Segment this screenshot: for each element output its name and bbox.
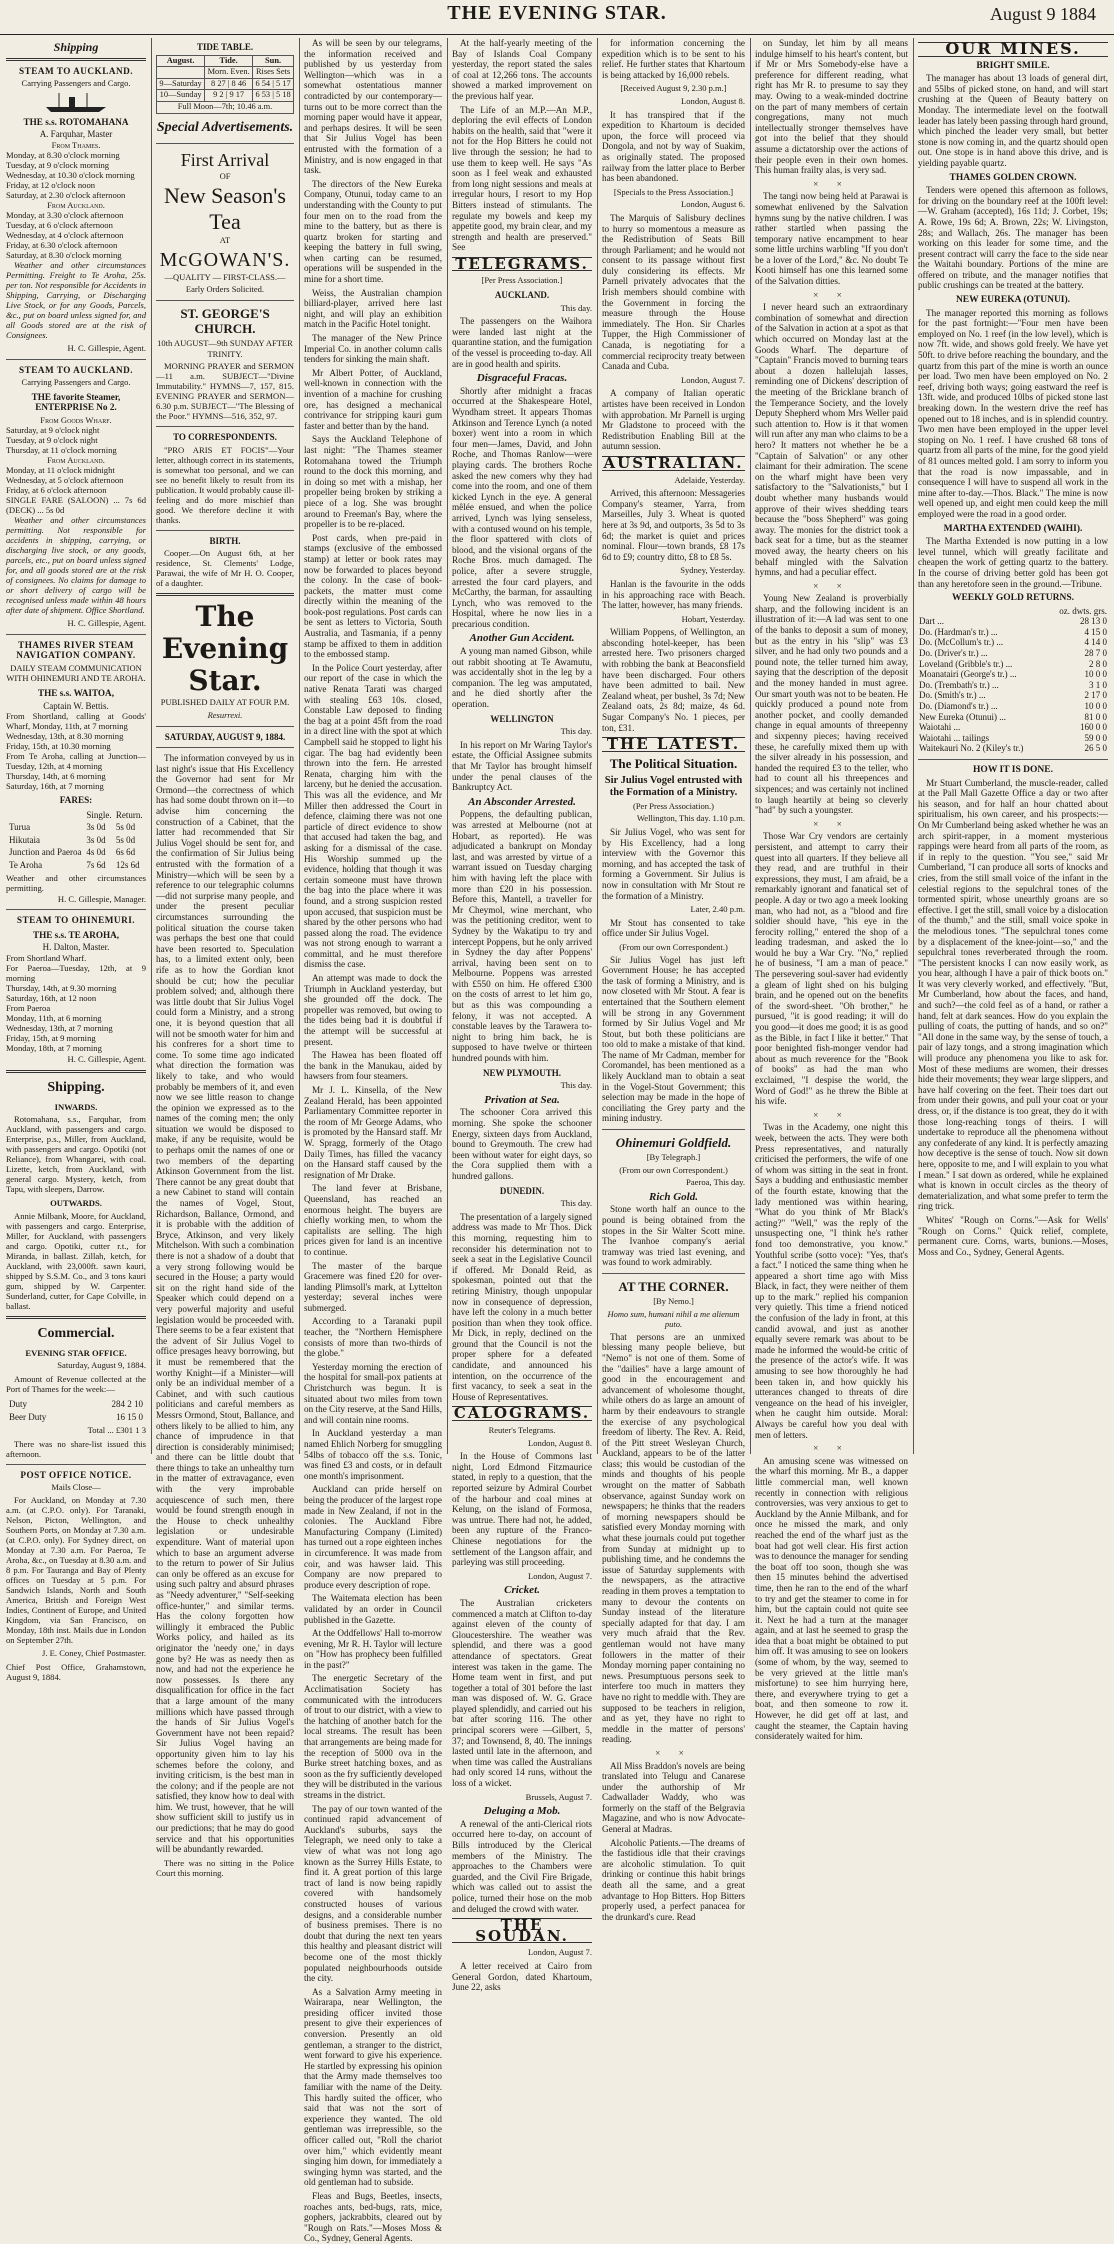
paragraph: Those War Cry vendors are certainly persistent, and attempt to carry their quest into all quarters. If they believe all they read, and are truthful in their expressions, they must, I am afraid, be a remarkably ignorant and fanatical set of people. A day or two ago a meek looking man, who had not, as a "blood and fire soldier should have, "his eye in the ferocity rolling," entered the shop of a leading tradesman, and asked the lo would he buy a War Cry. "No," replied he of business, "I am a man of peace." The persevering soul-saver had evidently a gleam of light shed on his bulging brain, and he opened out on the benefits of the sword-sheet. "Oh brother," he pursued, "it is good reading; it will do you good—it does me good; it is as good as the Bible, in fact I like it better." That poor benighted fish-monger vendor had about as much reverence for the "Book of books" as had the man who exclaimed, "I despise the world, the Word of God!" as he threw the Bible at his wife.: [755, 831, 908, 1107]
paragraph: The manager has about 13 loads of general dirt, and 55lbs of picked stone, on hand, and will start crushing at the Queen of Beauty battery on Monday. The intermediate level on the footwall leader has lately been passing through hard ground, which pinched the leader very small, but better stone is now coming in, and the quartz should open out. One stope is in hand above this drive, and is yielding payable quartz.: [918, 73, 1108, 168]
dateline-date: This day.: [560, 1198, 592, 1209]
dateline-place: NEW PLYMOUTH.: [482, 1067, 561, 1078]
subhead: Another Gun Accident.: [469, 632, 575, 645]
fares-table: Single. Return. Turua 3s 0d 5s 0d Hikutaia 3s 0d 5s 0d Junction and Paeroa 4s 0d 6s 6d Te Aroha 7s 6d 12s 6d: [9, 809, 143, 871]
table-row: Do. (Hardman's tr.) ... 4 15 0: [919, 626, 1107, 637]
police-court-note: There was no sitting in the Police Court this morning.: [156, 1857, 294, 1878]
paragraph: Young New Zealand is proverbially sharp, and the following incident is an illustration of it:—A lad was sent to one of the banks to deposit a sum of money, but as the entry in his "slip" was £3 silver, and he had only two pounds and a pound note, the teller turned him away, saying that the description of the deposit and the money handed in must agree. Our smart youth was not to be beaten. He quickly produced a pound note from another pocket, and coolly demanded change in equal amounts of threepenny and sixpenny pieces; having received these, he carefully mixed them up with the silver already in his possession, and handed the required £3 to the teller, who had to count all his threepences and sixpences; and was certainly not inclined to laugh heartily at being so cleverly "had" by such a youngster.: [755, 593, 908, 816]
paragraph: Whites' "Rough on Corns."—Ask for Wells' "Rough on Corns." Quick relief, complete, permanent cure. Corns, warts, bunions.—Moses, Moss and Co., Sydney, General Agents.: [918, 1214, 1108, 1257]
church-sub: 10th AUGUST—9th SUNDAY AFTER TRINITY.: [157, 337, 293, 359]
table-row: Waiotahi ... tailings 59 0 0: [919, 732, 1107, 743]
divider: [6, 58, 146, 61]
weather-note: Weather and other circumstances permitting.: [6, 872, 146, 893]
paragraph: Poppens, the defaulting publican, was arrested at Melbourne (not at Hobart, as reported). He was adjudicated a bankrupt on Monday last, and was arrested by virtue of a warrant issued on Tuesday charging him with having left the place with more than £20 in his possession. Before this, Mantell, a traveller for Mr Cheymol, wine merchant, who was the petitioning creditor, went to Sydney by the Wakatipu to try and intercept Poppens, but he only arrived in Sydney the day after Poppens' arrival, having been sent on to Melbourne. Poppens was arrested with £550 on him. He offered £300 on the costs of arrest to let him go, but as this was compounding a felony, it was not accepted. A constable leaves by the Tarawera to-night to bring him back, he is supposed to have twelve or thirteen hundred pounds with him.: [452, 809, 592, 1064]
subhead: Disgraceful Fracas.: [476, 372, 568, 385]
schedule: From Shortland Wharf. For Paeroa—Tuesday, 12th, at 9 morning Thursday, 14th, at 9.30 morning Saturday, 16th, at 12 noon From Paeroa Monday, 11th, at 6 morning Wednesday, 13th, at 7 morning Friday, 15th, at 9 morning Monday, 18th, at 7 morning: [6, 953, 146, 1054]
paragraph: Mr J. L. Kinsella, of the New Zealand Herald, has been appointed Parliamentary Committee reporter in the room of Mr George Adams, who is promoted by the Hansard staff. Mr W. Spragg, formerly of the Otago Daily Times, has filled the vacancy on the Hansard staff caused by the resignation of Mr Drake.: [304, 1085, 442, 1180]
table-row: Junction and Paeroa 4s 0d 6s 6d: [9, 847, 136, 858]
inwards-text: Rotomahana, s.s., Farquhar, from Auckland, with passengers and cargo. Enterprise, p.s., Miller, from Auckland, with passengers and cargo. Opotiki (not Reliance), from Whangarei, with coal. Lizette, ketch, from Auckland, with general cargo. Mystery, ketch, from Tapu, with sleepers, Darrow.: [6, 1114, 146, 1195]
section-break: × ×: [655, 1747, 692, 1758]
divider: [602, 1273, 745, 1274]
goldfield-sub-2: (From our own Correspondent.): [619, 1164, 728, 1175]
table-row: Turua 3s 0d 5s 0d: [9, 822, 136, 833]
paragraph: William Poppens, of Wellington, an absconding hotel-keeper, has been arrested here. Two prisoners charged with robbing the bank at Beaconsfield have been discharged. Four others have been admitted to bail. New Zealand wheat, per bushel, 3s 7d; New Zealand oats, 2s 8d; maize, 4s 6d. Sugar Company's No. 1 pieces, per ton, £31.: [602, 627, 745, 733]
table-row: Do. (Smith's tr.) ... 2 17 0: [919, 690, 1107, 701]
paper-date: SATURDAY, AUGUST 9, 1884.: [164, 731, 286, 742]
agent-signature: H. C. Gillespie, Agent.: [67, 1054, 146, 1065]
paragraph: That persons are an unmixed blessing many people believe, but "Nemo" is not one of them. Some of the "dailies" have a large amount of good in the encouragement and advancement of wholesome thought, while others do as large an amount of harm by their endeavours to strangle the exercise of any psychological freedom of liberty. The Rev. A. Reid, of the Pitt street Wesleyan Church, Auckland, appears to be of the latter class; this would be custodian of the minds and thoughts of his people wrought on the matter of Sabbath observance, against Sunday work on newspapers; he thinks that the readers of morning newspapers should be satisfied every Monday morning with what these journals could put together from Sunday at midnight up to publishing time, and he condemns the issue of Saturday supplements with the newspapers, as the attractive reading in them proves a temptation to many to devour the contents on Sunday instead of the literature specially adapted for that day. I am very much afraid that the Rev. gentleman would not have many followers in the matter of their Monday morning paper containing no news. Presumptuous persons seek to interfere too much in matters they have no right to meddle with. They are supposed to be teachers in religion, and as yet, they have no right to meddle in the matter of persons' reading.: [602, 1331, 745, 1745]
australian-title: AUSTRALIAN.: [603, 453, 744, 472]
table-row: 9—Saturday 8 27 | 8 46 6 54 | 5 17: [157, 78, 294, 90]
paragraph: Mr Albert Potter, of Auckland, well-known in connection with the invention of a machine for crushing ore, has designed a mechanical contrivance for stripping kauri gum faster and better than by the hand.: [304, 367, 442, 431]
corner-motto: Homo sum, humani nihil a me alienum puto.: [607, 1308, 740, 1330]
paragraph: Twas in the Academy, one night this week, between the acts. They were both Press representatives, and naturally criticised the performers, the wife of one of whom was sitting in the seat in front. Says a budding and enthusiastic member of the fourth estate, knowing that the lady mentioned was within hearing, "What do you think of Mr Black's acting?" "Well," was the reply of the unsuspecting one, "I think he's rather fond too demonstrative, you know." Youthful scribe (sotto voce): "Yes, that's a fact." I noticed the same thing when he appeared a short time ago with Miss Black, in fact, they were neither of them up to the mark." replied his companion very quietly. This time a friend noticed the confusion of the lady in front, at this candid avowal, and just as another equally severe remark was about to be made he informed the would-be critic of the presence of the actor's wife. It was amusing to see how thoroughly he had been taken in, and how quickly his utterances changed to threats of dire vengeance on the head of his inveigler, when he caught him outside. Moral: Always be careful how you deal with men of letters.: [755, 1122, 908, 1440]
steamer-note: Weather and other circumstances Permitting. Freight to Te Aroha, 25s. per ton. Not responsible for Accidents in Shipping, Carrying, or Discharging Live Stock, or for any Goods, Parcels, &c., put on board unless signed for, and all Goods stored are at the risk of Consignees.: [6, 259, 146, 340]
outwards-title: OUTWARDS.: [50, 1198, 102, 1209]
tea-ad-line: AT: [219, 235, 231, 246]
schedule: From Thames. Monday, at 8.30 o'clock morning Tuesday, at 9 o'clock morning Wednesday, at 10.30 o'clock morning Friday, at 12 o'clock noon Saturday, at 2.30 o'clock afternoon From Auckland. Monday, at 3.30 o'clock afternoon Tuesday, at 6 o'clock afternoon Wednesday, at 4 o'clock afternoon Friday, at 6.30 o'clock afternoon Saturday, at 8.30 o'clock morning: [6, 139, 135, 260]
postmaster-signature: J. E. Coney, Chief Postmaster.: [42, 1647, 146, 1658]
editorial-text: The information conveyed by us in last night's issue that His Excellency the Governor had sent for Mr Ormond—the correctness of which has had some doubt thrown on it—to advise him concerning the construction of a Cabinet, that the latter had recommended that Sir Julius Vogel should be sent for, and the confirmation of Sir Julius being entrusted with the formation of a Ministry—which will be seen by a reference to our telegraphic columns—did not surprise many people, and under the present peculiar circumstances surrounding the political situation the course taken was perhaps the best one that could have been resorted to. Speculation has, to a limited extent only, been rife as to how the Gordian knot should be cut; how the peculiar problem solved; and, although there was little doubt that Sir Julius Vogel could form a Ministry, and a strong one, it is beyond question that all will not be smooth water for him and his confreres for a short time to come. To some time ago indicated what direction the formation was likely to take, and who would probably be members of it, and even now we see little reason to change the opinion we expressed as to the names of the coming men; the only situation we would be disposed to make, if any be requisite, would be to perhaps omit the names of one or two members of the departing Atkinson Government from the list. There cannot be any great doubt that a new Cabinet to stand will contain the names of Vogel, Stout, Richardson, Ballance, Ormond, and it is probable with the addition of Bryce, Atkinson, and very likely Mitchelson. With such a combination there is not a shadow of a doubt that a very strong following would be secured in the House; a party would sit on the right hand side of the Speaker which could depend on a very powerful majority and useful legislation would be proceeded with. There seems to be a fear existent that the advent of Sir Julius Vogel to office presages heavy borrowing, but it must be remembered that the worthy Knight—if a Minister—will only be an individual member of a Cabinet, and with such cautious politicians and careful members as Messrs Ormond, Stout, Ballance, and others likely to be allied to him, any chance of imprudence in that direction is considerably minimised; and there can be little doubt that there things to take an unhealthy turn in the matter of extravagance, even with the very improbable acquiescence of such men, there would be found strength enough in the House to check unhealthy legislation or undesirable expenditure. Want of material upon which to base an argument adverse to the return to power of Sir Julius can only be offered as an excuse for using such paltry and absurd phrases as "Needy adventurer," "Self-seeking office-hunter," and similar terms. Has the colony forgotten how willingly it embraced the Public Works policy, and hailed as its originator the 'needy one,' in days gone by? He was as needy then as now, and had not the experience he now possesses. Is there any disqualification for office in the fact that a large amount of the many millions which have passed through the hands of Sir Julius Vogel's Government have not been repaid? Sir Julius Vogel having an opportunity given him to lay his schemes before the colony, and inviting criticism, is the best man in the colony; and if the people are not satisfied, they know how to deal with him. We trust, however, that he will show sufficient skill to justify us in our predictions; that he may do good service and that his opportunities will be abundantly rewarded.: [156, 753, 294, 1855]
our-mines-title: OUR MINES.: [918, 42, 1108, 57]
dateline-date: This day.: [560, 302, 592, 313]
column-4: [452, 38, 592, 1993]
master-name: A. Farquhar, Master: [39, 129, 113, 140]
mine-heading: THAMES GOLDEN CROWN.: [949, 172, 1077, 183]
calograms-sub: Reuter's Telegrams.: [488, 1425, 556, 1436]
section-break: × ×: [813, 580, 850, 591]
post-office-title: POST OFFICE NOTICE.: [20, 1469, 132, 1480]
post-office-sub: Mails Close—: [51, 1482, 101, 1493]
paragraph: The Marquis of Salisbury declines to hurry so momentous a measure as the Redistribution of Seats Bill through Parliament; and he would not consent to its passage without first duly considering its effects. Mr Parnell privately advocates that the Irish members should combine with the Government in forcing the measure through the House immediately. The Hon. Sir Charles Tupper, the High Commissioner of Canada, is negotiating for a commercial reciprocity treaty between Canada and Cuba.: [602, 212, 745, 372]
paragraph: The passengers on the Waihora were landed last night at the quarantine station, and the fumigation of the vessel is proceeding to-day. All are in good health and spirits.: [452, 316, 592, 369]
article-heading: HOW IT IS DONE.: [973, 765, 1053, 775]
paragraph: At the Oddfellows' Hall to-morrow evening, Mr R. H. Taylor will lecture on "How has prophecy been fulfilled in the past?": [304, 1628, 442, 1670]
divider: [156, 426, 294, 427]
paragraph: The Hawea has been floated off the bank in the Manukau, aided by hawsers from four steamers.: [304, 1050, 442, 1082]
newspaper-title: THE EVENING STAR.: [447, 2, 667, 24]
divider: [918, 759, 1108, 760]
paragraph: Mr Stuart Cumberland, the muscle-reader, called at the Pall Mall Gazette Office a day or two after his season, and for half an hour chatted about spiritualism, his own career, and his prospects:—On Mr Cumberland being asked whether he was an arch spirit-rapper, in a moment mysterious rappings were heard from all parts of the room, as if in reply to the question. "You see," said Mr Cumberland, "I can produce all sorts of knocks and cries, from the still small voice of the infant in the celestial regions to the sepulchral tones of the tormented spirit, whose unearthly groans are so effective. I get the still, small voice by a dislocation of the thumb," and the still, small voice spoke in the melodious tones. "The sepulchral tones come by a displacement of the knee-joint—so," and the sepulchral tones reverberated through the room. "The persistent knocks I can now easily work, as you hear, although I have a pair of thick boots on." It was very cleverly worked, and effectively. "But, Mr Cumberland, how about the faces, and hand, and such?—the cold feel as of a hand, or rather a hand, felt at dark seances. How do you explain the pulling of coats, the putting of hands, and so on?" "All done in the same way, by the sense of touch, a pair of lazy tongs, and a strong imagination which will produce any phenomena you like to ask for. Most of these mediums are women, their dresses hide their movements; they wear large slippers, and have half covering on the feet. Their toes dart out from under their gowns, and pull your coat or your dress, or, if the distance is too great, they do it with those long-reaching tongs of theirs. I will undertake to reproduce all the phenomena without any confederate of any kind. It is perfectly amazing how deceptive is the sense of touch. Now sit down here, opposite to me, and I will explain to you what I mean." I sat down as ordered, while he explained what is known in occult circles as the theory of dematerialization, and what some prefer to term the ring trick.: [918, 777, 1108, 1212]
column-5: [602, 38, 745, 1922]
steam-auckland-subtitle: Carrying Passengers and Cargo.: [21, 78, 131, 89]
paragraph: Fleas and Bugs, Beetles, insects, roaches ants, bed-bugs, rats, mice, gophers, jackrabbits, cleared out by "Rough on Rats."—Moses Moss & Co., Sydney, General Agents.: [304, 2190, 442, 2244]
paragraph: Tenders were opened this afternoon as follows, for driving on the boundary reef at the 100ft level:—W. Graham (accepted), 16s 11d; J. Corbet, 19s; A. Rowe, 19s 6d; A. Brown, 22s; W. Livingston, 28s; and Wallach, 26s. The manager has been working on this leader for some time, and the present contract will carry the face to the side near the Waitahi boundary. Portions of the mine are offered on tribute, and the manager notifies that public crushings can be treated at the battery.: [918, 185, 1108, 291]
revenue-total: Total ... £301 1 3: [87, 1425, 146, 1436]
goldfield-sub: [By Telegraph.]: [646, 1152, 701, 1163]
specials-note: [Specials to the Press Association.]: [613, 186, 734, 197]
divider: [156, 747, 294, 748]
thames-river-sub: DAILY STEAM COMMUNICATION WITH OHINEMURI AND TE AROHA.: [6, 662, 146, 684]
correspondents-title: TO CORRESPONDENTS.: [173, 432, 277, 443]
subhead: Rich Gold.: [649, 1190, 698, 1203]
schedule: From Goods Wharf. Saturday, at 9 o'clock night Tuesday, at 9 o'clock night Thursday, at 11 o'clock morning From Auckland. Monday, at 11 o'clock midnight Wednesday, at 5 o'clock afternoon Friday, at 6 o'clock afternoon: [6, 414, 124, 495]
paper-motto: Resurrexi.: [207, 709, 243, 720]
table-row: Do. (McCollum's tr.) ... 4 14 0: [919, 637, 1107, 648]
subhead: Cricket.: [504, 1584, 540, 1597]
soudan-title: THE SOUDAN.: [452, 1918, 592, 1943]
table-row: Do. (Diamond's tr.) ... 10 0 0: [919, 701, 1107, 712]
paragraph: Hanlan is the favourite in the odds in his approaching race with Beach. The latter, however, has many friends.: [602, 578, 745, 611]
dateline-date: Paeroa, This day.: [686, 1177, 745, 1188]
dateline-place: AUCKLAND.: [494, 290, 550, 301]
commercial-date: Saturday, August 9, 1884.: [57, 1360, 146, 1371]
paragraph: A letter received at Cairo from General Gordon, dated Khartoum, June 22, asks: [452, 1960, 592, 1993]
agent-signature: H. C. Gillespie, Manager.: [57, 893, 146, 904]
column-rule: [151, 38, 152, 1454]
paragraph: The schooner Cora arrived this morning. She spoke the schooner Energy, sixteen days from Auckland, bound to Greymouth. The crew had been without water for eight days, so the Cora supplied them with a hundred gallons.: [452, 1107, 592, 1181]
tea-ad-line: —QUALITY — FIRST-CLASS.—: [164, 271, 286, 282]
paragraph: The presentation of a largely signed address was made to Mr Thos. Dick this morning, requesting him to reconsider his determination not to seek a seat in the Legislative Council if offered. Mr Donald Reid, as spokesman, pointed out that the retiring Ministry, though unpopular now in consequence of depression, have left the colony in a much better position than when they took office. Mr Dick, in reply, declined on the ground that the Council is not the proper sphere for a defeated candidate, and announced his intention, on the occurrence of the first vacancy, to seek a seat in the House of Representatives.: [452, 1211, 592, 1402]
share-note: There was no share-list issued this afternoon.: [6, 1438, 146, 1459]
paragraph: on Sunday, let him by all means indulge himself to his heart's content, but if Mr or Mrs Somebody-else have a preference for different reading, what right has Mr R. to presume to say they may. Owing to a weak-minded doctrine on the part of many members of certain congregations, many not much intellectually stronger themselves have got into the belief that they should assume a dictatorship over the actions of their people even in their own homes. This human frailty alas, is very sad.: [755, 38, 908, 176]
dateline-date: Later, 2.40 p.m.: [690, 904, 745, 915]
paragraph: The master of the barque Gracemere was fined £20 for over-landing Plimsoll's mark, at Lyttelton yesterday; several inches were submerged.: [304, 1260, 442, 1313]
paragraph: Sir Julius Vogel has just left Government House; he has accepted the task of forming a Ministry, and is now closeted with Mr Stout. A fear is entertained that the Southern element will be strong in any Government formed by Sir Julius Vogel and Mr Stout, but both these politicians are too old to make a mistake of that kind. The name of Mr Cadman, member for Coromandel, has been mentioned as a likely Auckland man to obtain a seat in the Vogel-Stout Government; this selection may be made in the hope of conciliating the Grey party and the mining industry.: [602, 954, 745, 1124]
steam-ohinemuri-title: STEAM TO OHINEMURI.: [16, 915, 136, 926]
paragraph: The Waitemata election has been validated by an order in Council published in the Gazette.: [304, 1593, 442, 1625]
column-rule: [597, 38, 598, 1454]
tea-ad-line: McGOWAN'S.: [159, 248, 291, 271]
correspondent-note: (From our own Correspondent.): [619, 941, 728, 952]
table-row: Loveland (Gribble's tr.) ... 2 8 0: [919, 658, 1107, 669]
paragraph: In Auckland yesterday a man named Ehlich Norberg for smuggling 54lbs of tobacco off the s.s. Tonic, was fined £3 and costs, or in default one month's imprisonment.: [304, 1428, 442, 1481]
dateline-date: This day.: [560, 726, 592, 737]
divider: [602, 1129, 745, 1130]
commercial-sub: EVENING STAR OFFICE.: [25, 1347, 127, 1358]
section-break: × ×: [813, 818, 850, 829]
subhead: Privation at Sea.: [484, 1093, 560, 1106]
telegrams-sub: [Per Press Association.]: [481, 275, 563, 286]
paragraph: As a Salvation Army meeting in Wairarapa, near Wellington, the presiding officer invited those present to give their experiences of conversion. Presently an old gentleman, a stranger to the district, went forward to give his experience. He startled by expressing his opinion that the Army made themselves too familiar with the name of the Deity. This hardly suited the officer, who said that was not the sort of experience they wanted. The old gentleman was irrepressible, so the officer called out, "Roll the chariot over him," which evidently meant singing him down, for immediately a swinging hymn was started, and the old gentleman had to subside.: [304, 1986, 442, 2188]
dateline-place: WELLINGTON: [490, 713, 554, 724]
dateline-date: London, August 6.: [681, 199, 745, 210]
paragraph: Says the Auckland Telephone of last night: "The Thames steamer Rotomahana towed the Triumph round to the dock this morning, and in doing so met with a mishap, her propeller being broken by striking a piece of a log. She was brought around to Freeman's Bay, where the propeller is to be re-placed.: [304, 434, 442, 530]
paragraph: The Martha Extended is now putting in a low level tunnel, which will greatly facilitate and cheapen the work of getting quartz to the battery. In the course of driving better gold has been got than any heretofore seen in the ground.—Tribune.: [918, 536, 1108, 589]
paragraph: Sir Julius Vogel, who was sent for by His Excellency, had a long interview with the Governor this morning, and has accepted the task of forming a Government. Sir Julius is now in consultation with Mr Stout re the formation of a Ministry.: [602, 827, 745, 901]
tide-table: August. Tide. Sun. Morn. Even. Rises Sets 9—Saturday 8 27 | 8 46 6 54 | 5 17 10—Sunday 9 2 | 9 17 6 53 | 5 18 Full Moon—7th; 10.46 a.m.: [156, 55, 294, 114]
paragraph: It has transpired that if the expedition to Khartoum is decided upon, the force will proceed via Dongola, and not by way of Suakim, as originally stated. The proposed railway from the latter place to Berber has been abandoned.: [602, 109, 745, 184]
political-title: The Political Situation.: [609, 755, 738, 771]
table-row: Duty 284 2 10: [9, 1399, 143, 1409]
column-7: [918, 38, 1108, 1454]
page-date: August 9 1884: [989, 4, 1096, 24]
table-row: Hikutaia 3s 0d 5s 0d: [9, 834, 136, 845]
column-rule: [913, 38, 914, 1454]
column-2: [156, 38, 294, 1878]
commercial-title: Commercial.: [37, 1325, 115, 1341]
press-association-note: (Per Press Association.): [633, 800, 714, 811]
gold-returns-title: WEEKLY GOLD RETURNS.: [951, 593, 1075, 604]
latest-title: THE LATEST.: [602, 737, 745, 752]
paragraph: The manager reported this morning as follows for the past fortnight:—"Four men have been employed on No. 1 reef (in the low level), which is now 7ft. wide, and shows gold freely. We have yet 50ft. to drive before reaching the boundary, and the quartz from this part of the mine is worth an ounce per load. Two men have been employed on No. 2 reef, driving both ways; going eastward the reef is 13ft. wide, and produced 10lbs of picked stone last breaking down. In the western drive the reef has opened out to 18 inches, and is in splendid country. Two men have been employed in the upper level stoping on No. 1 reef. I have crushed 68 tons of quartz from all parts of the mine, for the good yield of 81 ounces melted gold. I am sorry to inform you that the road is now impassable, and in consequence I will have to suspend all work in the mine after to-day.—Thos. Black." The mine is now well opened up, and eight men could keep the mill employed were the road in a good order.: [918, 307, 1108, 519]
paper-sub: PUBLISHED DAILY AT FOUR P.M.: [160, 697, 290, 708]
paragraph: for information concerning the expedition which is to be sent to his relief. He further states that Khartoum is being attacked by 16,000 rebels.: [602, 38, 745, 80]
divider: [6, 1464, 146, 1465]
paragraph: At the half-yearly meeting of the Bay of Islands Coal Company yesterday, the report stated the sales of coal at 12,266 tons. The accounts showed a marked improvement on the previous half year.: [452, 38, 592, 101]
dateline-date: Adelaide, Yesterday.: [674, 474, 745, 485]
divider: [156, 143, 294, 144]
corner-title: AT THE CORNER.: [618, 1278, 729, 1294]
paper-nameplate: The Evening Star.: [161, 600, 289, 698]
vogel-headline: Sir Julius Vogel entrusted with the Formation of a Ministry.: [604, 774, 743, 798]
divider: [156, 593, 294, 596]
column-3: [304, 38, 442, 2244]
paragraph: Alcoholic Patients.—The dreams of the fastidious idle that their cravings are alcoholic stimulation. To quit drinking or continue this habit brings death all the same, and a great advantage to Hop Bitters. Hop Bitters properly used, a perfect panacea for the drunkard's cure. Read: [602, 1837, 745, 1922]
divider: [6, 1070, 146, 1073]
table-row: Waitekauri No. 2 (Kiley's tr.) 26 5 0: [919, 743, 1107, 754]
mine-heading: MARTHA EXTENDED (WAIHI).: [943, 523, 1083, 534]
vessel-name: THE s.s. ROTOMAHANA: [23, 116, 129, 127]
masthead: [0, 0, 1114, 35]
tea-ad-line: New Season's Tea: [164, 183, 286, 235]
birth-title: BIRTH.: [209, 535, 241, 546]
paragraph: The energetic Secretary of the Acclimatisation Society has communicated with the introducers of trout to our district, with a view to the hatching of another batch for the local streams. The result has been that arrangements are being made for the reception of 5000 ova in the Burke street hatching boxes, and as soon as the fry sufficiently developed they will be distributed in the various streams in the district.: [304, 1673, 442, 1800]
dateline-date: London, August 7.: [528, 1947, 592, 1958]
column-1: [6, 38, 146, 1682]
divider: [156, 726, 294, 727]
divider: [6, 359, 146, 360]
paragraph: The directors of the New Eureka Company, Otunui, today came to an understanding with the County to put four men on to the road from the mine to the battery, but as there is quartz broken for starting and keeping the battery in full swing, when carting can be resumed, operations will be suspended in the mine for a short time.: [304, 178, 442, 285]
shipping-title: Shipping.: [47, 1079, 105, 1095]
dateline-place: DUNEDIN.: [499, 1185, 545, 1196]
section-break: × ×: [813, 1109, 850, 1120]
steam-auckland-title: STEAM TO AUCKLAND.: [18, 65, 134, 76]
section-break: × ×: [813, 289, 850, 300]
paragraph: An attempt was made to dock the Triumph in Auckland yesterday, but she grounded off the dock. The propeller was removed, but owing to the tides being bad it is doubtful if the attempt will be successful at present.: [304, 973, 442, 1047]
divider: [6, 634, 146, 635]
paragraph: Stone worth half an ounce to the pound is being obtained from the stopes in the Sir Walter Scott mine. The Ivanhoe company's aerial tramway was tried last evening, and was found to work admirably.: [602, 1204, 745, 1268]
section-break: × ×: [813, 178, 850, 189]
shipping-header: Shipping: [53, 40, 99, 54]
table-row: New Eureka (Otunui) ... 81 0 0: [919, 711, 1107, 722]
dateline-date: London, August 7.: [681, 374, 745, 385]
mine-heading: NEW EUREKA (OTUNUI).: [955, 295, 1071, 306]
divider: [156, 300, 294, 301]
paragraph: In the Police Court yesterday, after our report of the case in which the native Renata Tarati was charged with stealing £63 10s. closed, Constable Law deposed to finding the bag at a point 45ft from the road in a direct line with the spot at which Campbell said he stopped to light his cigar. The bag had evidently been thrown into the fern. He arrested Renata, charging him with the larceny, but he denied the accusation. This was all the evidence, and Mr Miller then addressed the Court in defence, claiming there was not one particle of direct evidence to show that accused had taken the bag, and asking for a dismissal of the case. His Worship summed up the evidence, holding that though it was certain someone must have thrown the bag into the place where it was found, and a strong suspicion rested upon accused, that suspicion must be shared by the other persons who had passed along the road. The evidence was not strong enough to warrant a committal, and he must therefore dismiss the case.: [304, 662, 442, 970]
paragraph: Arrived, this afternoon: Messageries Company's steamer, Yarra, from Marseilles, July 3. Wheat is quoted here at 3s 9d, and outports, 3s 5d to 3s 6d; the market is quiet and prices nominal. Flour—town brands, £8 17s 6d to £9; country ditto, £8 to £8 5s.: [602, 488, 745, 562]
paragraph: The Life of an M.P.—An M.P., deploring the evil effects of London habits on the health, said that "were it not for the Hop Bitters he could not live through the session; he had to use them to keep well. He says "As soon as I feel weak and exhausted from long night sessions and meals at irregular hours, I resort to my Hop Bitters instead of stimulants. The regulate my bowels and keep my appetite good, my brain clear, and my strength and health are preserved." See: [452, 104, 592, 253]
correspondents-text: "PRO ARIS ET FOCIS"—Your letter, although correct in its statements, is somewhat too personal, and we can see no benefit likely to result from its publication. It would probably cause ill-feeling and do more mischief than good. We therefore decline it with thanks.: [156, 444, 294, 525]
fares-title: FARES:: [59, 795, 93, 806]
paragraph: Weiss, the Australian champion billiard-player, arrived here last night, and will play an exhibition match in the Pacific Hotel tonight.: [304, 287, 442, 330]
telegrams-title: TELEGRAMS.: [452, 257, 592, 272]
paragraph: Shortly after midnight a fracas occurred at the Shakespeare Hotel, Wyndham street. It appears Thomas Atkinson and Terence Lynch (a noted boxer) went into a room in which four men—James, David, and John Roche, and Thomas Ranlow—were playing cards. The brothers Roche asked the new comers why they had come into the room, and one of them kicked Lynch in the eye. A general mêlée ensued, and when the police arrived, Lynch was lying senseless, with a contused wound on his temple, the floor spattered with clots of blood, and the visional organs of the Roche Bros. much damaged. The police, after a severe struggle, arrested the four card players, and McCarthy, the barman, for assaulting Lynch, who was removed to the Hospital, where he now lies in a precarious condition.: [452, 385, 592, 629]
dateline-date: Brussels, August 7.: [525, 1791, 592, 1802]
church-title: ST. GEORGE'S CHURCH.: [180, 305, 270, 336]
paragraph: In his report on Mr Waring Taylor's estate, the Official Assignee submits that Mr Taylor has brought himself under the penal clauses of the Bankruptcy Act.: [452, 739, 592, 793]
post-office-foot: Chief Post Office, Grahamstown, August 9, 1884.: [6, 1661, 146, 1682]
column-rule: [447, 38, 448, 1454]
thames-river-title: THAMES RIVER STEAM NAVIGATION COMPANY.: [16, 639, 136, 661]
divider: [6, 909, 146, 910]
paragraph: The tangi now being held at Parawai is somewhat enlivened by the Salvation hymns sung by the native children. I was rather startled when passing the temporary native encampment to hear some little urchins warbling "If you don't be a lover of the Lord," &c. No doubt Te Kooti himself has one this learned some of the Salvation ditties.: [755, 191, 908, 287]
table-row: Te Aroha 7s 6d 12s 6d: [9, 860, 140, 871]
mine-heading: BRIGHT SMILE.: [976, 60, 1050, 71]
corner-byline: [By Nemo.]: [653, 1295, 694, 1306]
dateline-date: London, August 8.: [681, 95, 745, 106]
divider: [156, 530, 294, 531]
tea-ad-line: OF: [219, 170, 231, 181]
paragraph: The Australian cricketers commenced a match at Clifton to-day against eleven of the county of Gloucestershire. The weather was splendid, and there was a good attendance of spectators. Great interest was taken in the game. The Home team went in first, and put together a total of 301 before the last man was disposed of. W. G. Grace played splendidly, and carried out his bat after scoring 116. The other principal scorers were —Gilbert, 5, 37; and Townsend, 8, 40. The innings lasted until late in the afternoon, and when time was called the Australians had only scored 14 runs, without the loss of a wicket.: [452, 1597, 592, 1789]
paragraph: The pay of our town wanted of the continued rapid advancement of Auckland's suburbs, says the Telegraph, we need only to take a view of what was not long ago known as the Surrey Hills Estate, to find it. A great portion of this large tract of land is now being rapidly covered with handsomely constructed houses of various designs, and a considerable number of business premises. There is no doubt that during the next ten years this healthy and pleasant district will become one of the most thickly populated neighbourhoods outside the city.: [304, 1803, 442, 1984]
inwards-title: INWARDS.: [54, 1101, 98, 1112]
birth-text: Cooper.—On August 6th, at her residence, St. Clements' Lodge, Parawai, the wife of Mr H. O. Cooper, of a daughter.: [156, 548, 294, 589]
paragraph: According to a Taranaki pupil teacher, the "Northern Hemisphere consists of more than two-thirds of the globe.": [304, 1316, 442, 1359]
table-row: Moanatairi (George's tr.) ... 10 0 0: [919, 669, 1107, 680]
received-note: [Received August 9, 2.30 p.m.]: [620, 83, 727, 94]
column-6: [755, 38, 908, 1742]
subhead: An Absconder Arrested.: [468, 795, 576, 808]
table-row: Do. (Trembath's tr.) ... 3 1 0: [919, 679, 1107, 690]
master-name: Captain W. Bettis.: [43, 700, 109, 711]
paragraph: A company of Italian operatic artistes have been received in London with approbation. Mr Parnell is urging Mr Gladstone to proceed with the Redistribution Enabling Bill at the autumn session.: [602, 388, 745, 452]
steam-auckland-title-2: STEAM TO AUCKLAND.: [18, 364, 134, 375]
vessel-name: THE s.s. WAITOA,: [38, 687, 114, 698]
section-break: × ×: [813, 1443, 850, 1454]
column-rule: [750, 38, 751, 1454]
vessel-name: THE s.s. TE AROHA,: [32, 929, 120, 940]
paragraph: I never heard such an extraordinary combination of somewhat and direction of the Salvation in action at a spot as that which occurred on Monday last at the Goods Wharf. The departure of "Captain" Francis moved to burning tears about a dozen hallelujah lasses, reminding one of Dickens' description of the meeting of the Bricklane branch of the Temperance Society, and the lovely Deputy Shepherd whom Mrs Weller paid such attention to. How is it that women will run after any man who claims to be a hero? It matters not whether he be a "Captain of Salvation" or any other claimant for their admiration. The scene on the wharf might have been very satisfactory to the "Salvationists," but I doubt whether many husbands would approve of their wives shedding tears because the "boss Shepherd" was going away. The monies for the district took a back seat for a time, but as the steamer moved away, the hearty cheers on his behalf mingled with the Salvation hymns, and had a peculiar effect.: [755, 302, 908, 578]
paragraph: Mr Stout has consented to take office under Sir Julius Vogel.: [602, 917, 745, 939]
master-name: H. Dalton, Master.: [42, 942, 110, 953]
paragraph: All Miss Braddon's novels are being translated into Telugu and Canarese under the authorship of Mr Cadwallader Waddy, who was formerly on the staff of the Belgravia Magazine, and who is now Advocate-General at Madras.: [602, 1760, 745, 1835]
tea-ad-line: Early Orders Solicited.: [185, 284, 265, 295]
paragraph: The land fever at Brisbane, Queensland, has reached an enormous height. The buyers are chiefly working men, to whom the capitalists are selling. The high prices given for land is an incentive to continue.: [304, 1183, 442, 1257]
table-row: Do. (Driver's tr.) ... 28 7 0: [919, 648, 1107, 659]
commercial-text: Amount of Revenue collected at the Port of Thames for the week:—: [6, 1374, 146, 1394]
paragraph: Post cards, when pre-paid in stamps (exclusive of the embossed stamp) at letter or book rates may now be forwarded to places beyond the colony. In the case of book-packets, the matter must come directly within the meaning of the book-post regulations. Post cards can be sent as letters to Victoria, South Australia, and Tasmania, if a penny stamp be affixed to them in addition to the embossed stamp.: [304, 532, 442, 660]
dateline-date: This day.: [560, 1080, 592, 1091]
steamship-icon: [41, 91, 111, 113]
agent-signature: H. C. Gillespie, Agent.: [67, 342, 146, 353]
vessel-name: THE favorite Steamer, ENTERPRISE No 2.: [31, 391, 121, 413]
fare-line: SINGLE FARE (SALOON) ... 7s 6d (DECK) ... 5s 0d: [6, 494, 146, 515]
steamer-note: Weather and other circumstances permitting. Not responsible for accidents in shipping, carrying, or discharging live stock, or any goods, parcels, etc., put on board unless signed for, and all goods stored are at the risk of consignees. No claims for damage to or short delivery of cargo will be recognised unless made within 48 hours after date of shipment. Office Shortland.: [6, 514, 146, 615]
tea-ad-line: First Arrival: [180, 149, 270, 170]
outwards-text: Annie Milbank, Moore, for Auckland, with passengers and cargo. Enterprise, Miller, for Auckland, with passengers and cargo. Opotiki, cutter r.t., for Miranda, in ballast. Zillah, ketch, for Auckland, with 23,000ft. sawn kauri, shipped by S.S.M. Co., and 3 tons kauri gum, shipped by W. Carpenter. Sunderland, cutter, for Cape Colville, in ballast.: [6, 1210, 146, 1311]
dateline-date: London, August 8.: [528, 1437, 592, 1448]
table-row: Dart ... 28 13 0: [919, 616, 1107, 627]
goldfield-title: Ohinemuri Goldfield.: [615, 1135, 732, 1151]
subhead: Deluging a Mob.: [483, 1805, 561, 1818]
paragraph: The manager of the New Prince Imperial Co. in another column calls tenders for sinking the main shaft.: [304, 333, 442, 365]
schedule: From Shortland, calling at Goods' Wharf, Monday, 11th, at 7 morning Wednesday, 13th, at 8.30 morning Friday, 15th, at 10.30 morning From Te Aroha, calling at Junction—Tuesday, 12th, at 4 morning Thursday, 14th, at 6 morning Saturday, 16th, at 7 morning: [6, 711, 146, 792]
paragraph: A young man named Gibson, while out rabbit shooting at Te Awamutu, was accidentally shot in the leg by a companion. The leg was amputated, and he died shortly after the operation.: [452, 646, 592, 710]
paragraph: Yesterday morning the erection of the hospital for small-pox patients at Christchurch was begun. It is situated about two miles from town on the City reserve, at the Sand Hills, and will contain nine rooms.: [304, 1361, 442, 1425]
paragraph: As will be seen by our telegrams, the information received and published by us yesterday from Wellington—which was in a somewhat ostentatious manner contradicted by our contemporary—turns out to be more correct than the morning paper would have it appear, and perhaps desires. It will be seen that Sir Julius Vogel has been entrusted with the formation of a Ministry, and is now engaged in that task.: [304, 38, 442, 176]
paragraph: An amusing scene was witnessed on the wharf this morning. Mr B., a dapper little commercial man, well known recently in connection with religious controversies, was very anxious to get to Auckland by the Annie Milbank, and for once he missed the mark, and only reached the end of the wharf just as the boat had got well clear. His first action was to denounce the manager for sending the boat off too soon, though she was then 15 minutes behind the advertised time, then he ran to the end of the wharf to try and get the steamer to come in for him, but the captain could not quite see it. Next he had a turn at the manager again, and at last he seemed to grasp the idea that a boat might be obtained to put him off. It was amusing to see on lookers (some of whom, by the way, seemed to be very grieved at the little man's misfortune) to see him hurrying here, there, and everywhere trying to get a boat, and then someone to row it. However, he did get off at last, and caught the steamer, the Captain having considerately waited for him.: [755, 1455, 908, 1742]
steam-auckland-subtitle-2: Carrying Passengers and Cargo.: [21, 377, 131, 388]
church-text: MORNING PRAYER and SERMON—11 a.m. SUBJECT—"Divine Immutability." HYMNS—7, 157, 815. EVENING PRAYER and SERMON—6.30 p.m. SUBJECT—"The Blessing of the Poor." HYMNS—516, 352, 97.: [156, 361, 294, 422]
dateline-date: Sydney, Yesterday.: [680, 565, 745, 576]
gold-returns-table: oz. dwts. grs. Dart ... 28 13 0 Do. (Hardman's tr.) ... 4 15 0 Do. (McCollum's tr.) ... 4 14 0 Do. (Driver's tr.) ... 28 7 0 Loveland (Gribble's tr.) ... 2 8 0 Moanatairi (George's tr.) ... 10 0 0 Do. (Trembath's tr.) ... 3 1 0 Do. (Smith's tr.) ... 2 17 0 Do. (Diamond's tr.) ... 10 0 0 New Eureka (Otunui) ... 81 0 0 Waiotahi ... 160 0 0 Waiotahi ... tailings 59 0 0 Waitekauri No. 2 (Kiley's tr.) 26 5 0: [919, 605, 1107, 754]
tide-table-title: TIDE TABLE.: [196, 42, 254, 52]
calograms-title: CALOGRAMS.: [453, 1404, 591, 1423]
dateline-date: London, August 7.: [528, 1570, 592, 1581]
table-row: Waiotahi ... 160 0 0: [919, 722, 1107, 733]
paragraph: Auckland can pride herself on being the producer of the largest rope made in New Zealand, if not in the colonies. The Auckland Fibre Manufacturing Company (Limited) has turned out a rope eighteen inches in circumference. It was made from coir, and was hawser laid. This Company are now prepared to produce every description of rope.: [304, 1484, 442, 1590]
divider: [6, 1316, 146, 1319]
table-row: 10—Sunday 9 2 | 9 17 6 53 | 5 18: [157, 90, 294, 102]
post-office-text: For Auckland, on Monday at 7.30 a.m. (at C.P.O. only). For Taranaki, Nelson, Picton, Wellington, and Southern Ports, on Monday at 7.30 a.m. (at C.P.O. only). For Sydney direct, on Monday at 7.30 a.m. For Paeroa, Te Aroha, &c., on Tuesday at 8.30 a.m. and 8 p.m. For Tauranga and Bay of Plenty offices on Tuesday at 5 p.m. For Sandwich Islands, North and South America, British and Foreign West Indies, Continent of Europe, and United Kingdom, via San Francisco, on Monday, 18th inst. Mails due in London on September 27th.: [6, 1494, 146, 1645]
table-row: Beer Duty 16 15 0: [9, 1411, 143, 1422]
dateline-date: Hobart, Yesterday.: [681, 613, 745, 624]
agent-signature: H. C. Gillespie, Agent.: [67, 617, 146, 628]
special-advertisements-title: Special Advertisements.: [156, 119, 294, 135]
revenue-table: [6, 1397, 146, 1424]
dateline-date: Wellington, This day. 1.10 p.m.: [636, 813, 745, 824]
paragraph: In the House of Commons last night, Lord Edmond Fitzmaurice stated, in reply to a question, that the reported seizure by Admiral Courbet of the harbour and coal mines at Kelung, on the island of Formosa, was untrue. There had not, he added, been any rupture of the Franco-Chinese negotiations for the settlement of the Langson affair, and parleying was still proceeding.: [452, 1451, 592, 1568]
paragraph: A renewal of the anti-Clerical riots occurred here to-day, on account of Bills introduced by the Clerical members of the Ministry. The approaches to the Chambers were guarded, and the Civil Fire Brigade, which was called out to assist the police, turned their hose on the mob and deluged the crowd with water.: [452, 1818, 592, 1914]
column-rule: [299, 38, 300, 1454]
